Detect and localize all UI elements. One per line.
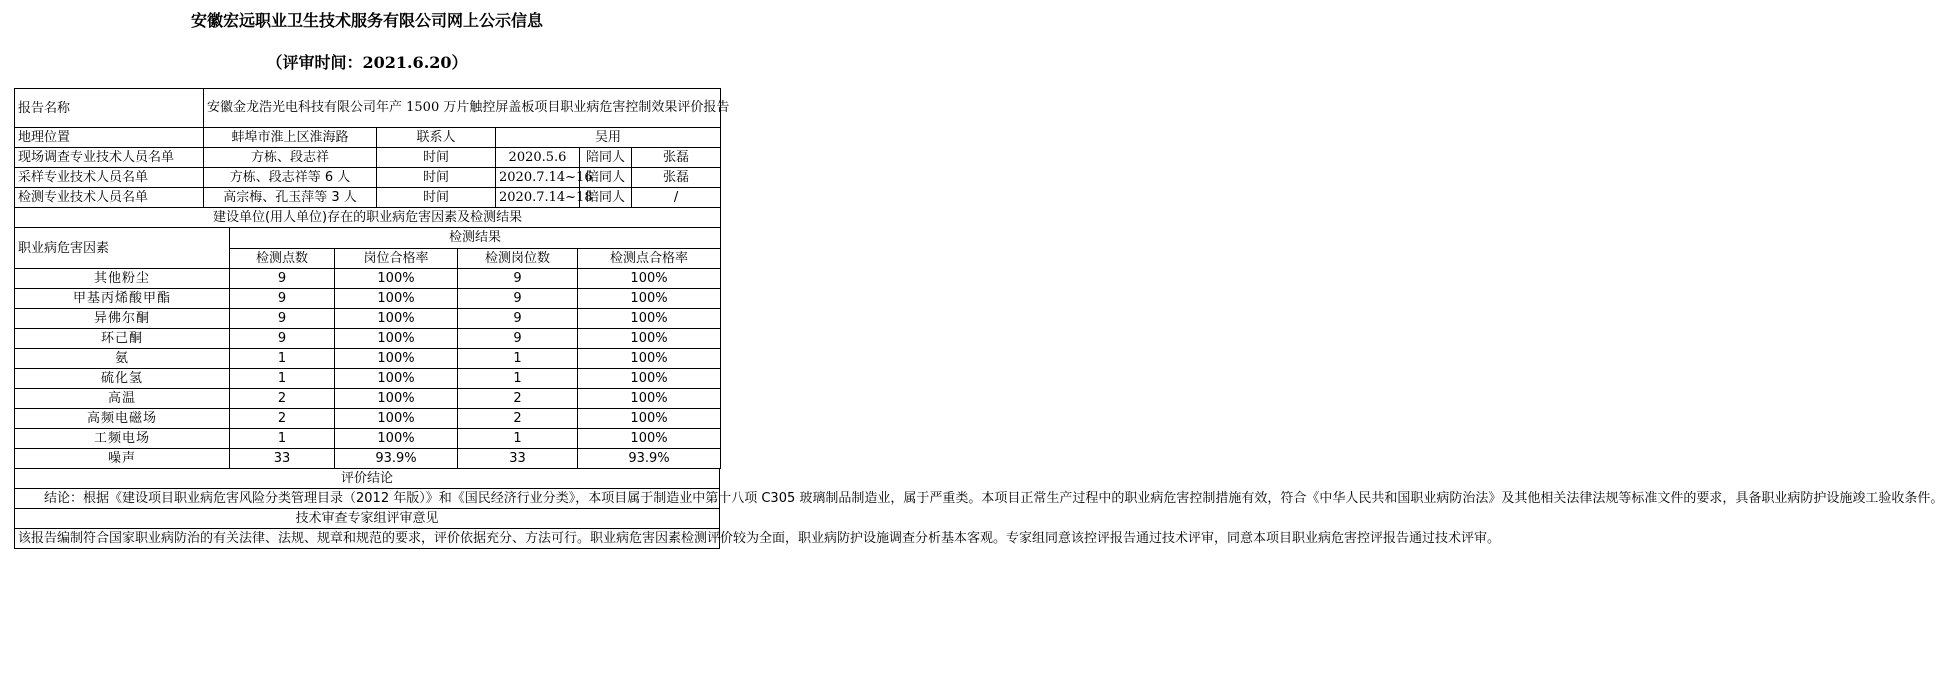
sampling-label: 采样专业技术人员名单 [15,168,204,188]
hazard-row [15,409,721,429]
hazard-row [15,269,721,289]
location-row [15,128,721,148]
results-header: 检测结果 [230,228,721,249]
sampling-time-label: 时间 [377,168,496,188]
hazard-row [15,309,721,329]
location-label: 地理位置 [15,128,204,148]
hazard-point-rate: 100% [578,309,721,329]
testing-companion: / [632,188,721,208]
hazard-factor: 氨 [15,349,230,369]
hazard-factor: 高频电磁场 [15,409,230,429]
hazard-row [15,349,721,369]
hazard-table [14,227,721,469]
testing-row [15,188,721,208]
report-name-row [15,89,721,128]
sampling-companion: 张磊 [632,168,721,188]
hazard-posts: 33 [458,449,578,469]
contact-label: 联系人 [377,128,496,148]
sampling-time: 2020.7.14~16 [496,168,580,188]
hazard-posts: 1 [458,429,578,449]
hazard-posts: 1 [458,369,578,389]
hazard-posts: 9 [458,329,578,349]
hazard-section-row [15,208,721,228]
hazard-post-rate: 100% [335,289,458,309]
hazard-rows [15,269,721,469]
expert-text: 该报告编制符合国家职业病防治的有关法律、法规、规章和规范的要求，评价依据充分、方法可行。职业病危害因素检测评价较为全面，职业病防护设施调查分析基本客观。专家组同意该控评报告通过技术评审，同意本项目职业病危害控评报告通过技术评审。 [15,529,720,549]
hazard-post-rate: 100% [335,429,458,449]
hazard-posts: 9 [458,309,578,329]
hazard-point-rate: 100% [578,289,721,309]
hazard-point-rate: 100% [578,389,721,409]
hazard-points: 2 [230,409,335,429]
conclusion-title-row [15,469,720,489]
hazard-point-rate: 93.9% [578,449,721,469]
survey-row [15,148,721,168]
review-time: （评审时间：2021.6.20） [266,53,468,72]
hazard-factor: 工频电场 [15,429,230,449]
col-point-rate: 检测点合格率 [578,248,721,269]
hazard-post-rate: 100% [335,409,458,429]
survey-label: 现场调查专业技术人员名单 [15,148,204,168]
hazard-post-rate: 93.9% [335,449,458,469]
hazard-point-rate: 100% [578,269,721,289]
hazard-points: 9 [230,289,335,309]
hazard-points: 2 [230,389,335,409]
hazard-posts: 1 [458,349,578,369]
hazard-factor: 环己酮 [15,329,230,349]
factor-header: 职业病危害因素 [15,228,230,269]
sampling-staff: 方栋、段志祥等 6 人 [204,168,377,188]
hazard-posts: 9 [458,269,578,289]
testing-time-label: 时间 [377,188,496,208]
hazard-row [15,389,721,409]
col-points: 检测点数 [230,248,335,269]
report-name-label: 报告名称 [15,89,204,128]
hazard-post-rate: 100% [335,329,458,349]
hazard-points: 9 [230,269,335,289]
testing-time: 2020.7.14~18 [496,188,580,208]
hazard-posts: 9 [458,289,578,309]
hazard-points: 1 [230,369,335,389]
hazard-post-rate: 100% [335,309,458,329]
hazard-posts: 2 [458,409,578,429]
survey-staff: 方栋、段志祥 [204,148,377,168]
expert-title-row [15,509,720,529]
sampling-row [15,168,721,188]
hazard-factor: 硫化氢 [15,369,230,389]
hazard-posts: 2 [458,389,578,409]
location-value: 蚌埠市淮上区淮海路 [204,128,377,148]
hazard-points: 1 [230,349,335,369]
hazard-factor: 噪声 [15,449,230,469]
testing-label: 检测专业技术人员名单 [15,188,204,208]
conclusion-title: 评价结论 [15,469,720,489]
hazard-points: 33 [230,449,335,469]
hazard-row [15,289,721,309]
hazard-row [15,429,721,449]
hazard-points: 9 [230,329,335,349]
survey-companion-label: 陪同人 [580,148,632,168]
expert-text-row [15,529,720,549]
testing-companion-label: 陪同人 [580,188,632,208]
hazard-row [15,449,721,469]
page-title: 安徽宏远职业卫生技术服务有限公司网上公示信息 [190,11,543,30]
col-post-rate: 岗位合格率 [335,248,458,269]
hazard-factor: 其他粉尘 [15,269,230,289]
hazard-post-rate: 100% [335,269,458,289]
contact-value: 吴用 [496,128,721,148]
hazard-factor: 异佛尔酮 [15,309,230,329]
hazard-point-rate: 100% [578,329,721,349]
report-name-value: 安徽金龙浩光电科技有限公司年产 1500 万片触控屏盖板项目职业病危害控制效果评价报告 [204,89,721,128]
survey-companion: 张磊 [632,148,721,168]
survey-time-label: 时间 [377,148,496,168]
hazard-point-rate: 100% [578,369,721,389]
hazard-row [15,329,721,349]
hazard-points: 1 [230,429,335,449]
sampling-companion-label: 陪同人 [580,168,632,188]
hazard-row [15,369,721,389]
hazard-post-rate: 100% [335,389,458,409]
expert-title: 技术审查专家组评审意见 [15,509,720,529]
hazard-section-title: 建设单位(用人单位)存在的职业病危害因素及检测结果 [15,208,721,228]
hazard-factor: 高温 [15,389,230,409]
hazard-post-rate: 100% [335,349,458,369]
hazard-point-rate: 100% [578,429,721,449]
info-table [14,88,730,228]
conclusion-table [14,468,1943,549]
hazard-points: 9 [230,309,335,329]
testing-staff: 高宗梅、孔玉萍等 3 人 [204,188,377,208]
survey-time: 2020.5.6 [496,148,580,168]
hazard-post-rate: 100% [335,369,458,389]
conclusion-text: 结论：根据《建设项目职业病危害风险分类管理目录（2012 年版）》和《国民经济行业分类》，本项目属于制造业中第十八项 C305 玻璃制品制造业，属于严重类。本项目正常生产过程中的职业病危害控制措施有效，符合《中华人民共和国职业病防治法》及其他相关法律法规等标准文件的要求，具备职业病防护设施竣工验收条件。 [15,489,720,509]
hazard-header-row [15,228,721,249]
col-posts: 检测岗位数 [458,248,578,269]
hazard-point-rate: 100% [578,409,721,429]
conclusion-text-row [15,489,720,509]
hazard-factor: 甲基丙烯酸甲酯 [15,289,230,309]
hazard-point-rate: 100% [578,349,721,369]
